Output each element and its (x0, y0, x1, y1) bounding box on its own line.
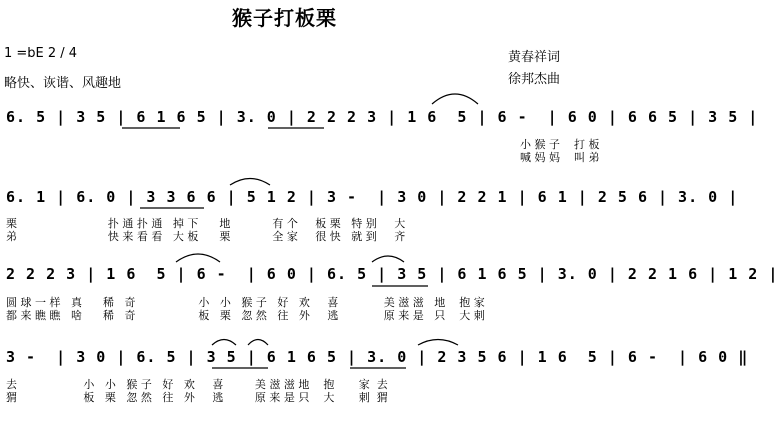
lyrics-line-2a: 栗 扑 通 扑 通 掉 下 地 有 个 板 栗 特 别 大 (6, 217, 406, 230)
score-line-3: 2 2 2 3 | 1 6 5 | 6 - | 6 0 | 6. 5 | 3 5 | 6 1 6 5 | 3. 0 | 2 2 1 6 | 1 2 | (6, 265, 778, 283)
slur-arc (176, 254, 220, 262)
tempo-marking: 略快、诙谐、风趣地 (4, 76, 122, 91)
score-line-2: 6. 1 | 6. 0 | 3 3 6 6 | 5 1 2 | 3 - | 3 0 | 2 2 1 | 6 1 | 2 5 6 | 3. 0 | (6, 188, 739, 206)
lyrics-line-3b: 都 来 瞧 瞧 啥 稀 奇 板 栗 忽 然 往 外 逃 原 来 是 只 大 刺 (6, 309, 485, 322)
lyrics-line-4a: 去 小 小 猴 子 好 欢 喜 美 滋 滋 地 抱 家 去 (6, 378, 388, 391)
slur-arc (230, 179, 270, 186)
lyrics-line-1a: 小 猴 子 打 板 (520, 138, 600, 151)
key-signature: 1 =bE 2 / 4 (4, 46, 78, 61)
score-line-1: 6. 5 | 3 5 | 6 1 6 5 | 3. 0 | 2 2 2 3 | 1 6 5 | 6 - | 6 0 | 6 6 5 | 3 5 | (6, 108, 759, 126)
lyrics-line-4b: 猬 板 栗 忽 然 往 外 逃 原 来 是 只 大 刺 猬 (6, 391, 388, 404)
slur-arc (248, 340, 268, 346)
slur-arc (212, 340, 236, 346)
slur-arc (418, 340, 458, 346)
lyrics-line-2b: 弟 快 来 看 看 大 板 栗 全 家 很 快 就 到 齐 (6, 230, 406, 243)
composer-credit: 徐邦杰曲 (508, 72, 561, 87)
lyrics-line-1b: 喊 妈 妈 叫 弟 (520, 151, 600, 164)
slur-arc (372, 256, 404, 262)
lyrics-line-3a: 圆 球 一 样 真 稀 奇 小 小 猴 子 好 欢 喜 美 滋 滋 地 抱 家 (6, 296, 485, 309)
song-title: 猴子打板栗 (232, 6, 337, 30)
slur-arc (432, 94, 478, 104)
lyricist-credit: 黄春祥词 (508, 50, 561, 65)
score-line-4: 3 - | 3 0 | 6. 5 | 3 5 | 6 1 6 5 | 3. 0 | 2 3 5 6 | 1 6 5 | 6 - | 6 0 ‖ (6, 348, 749, 366)
